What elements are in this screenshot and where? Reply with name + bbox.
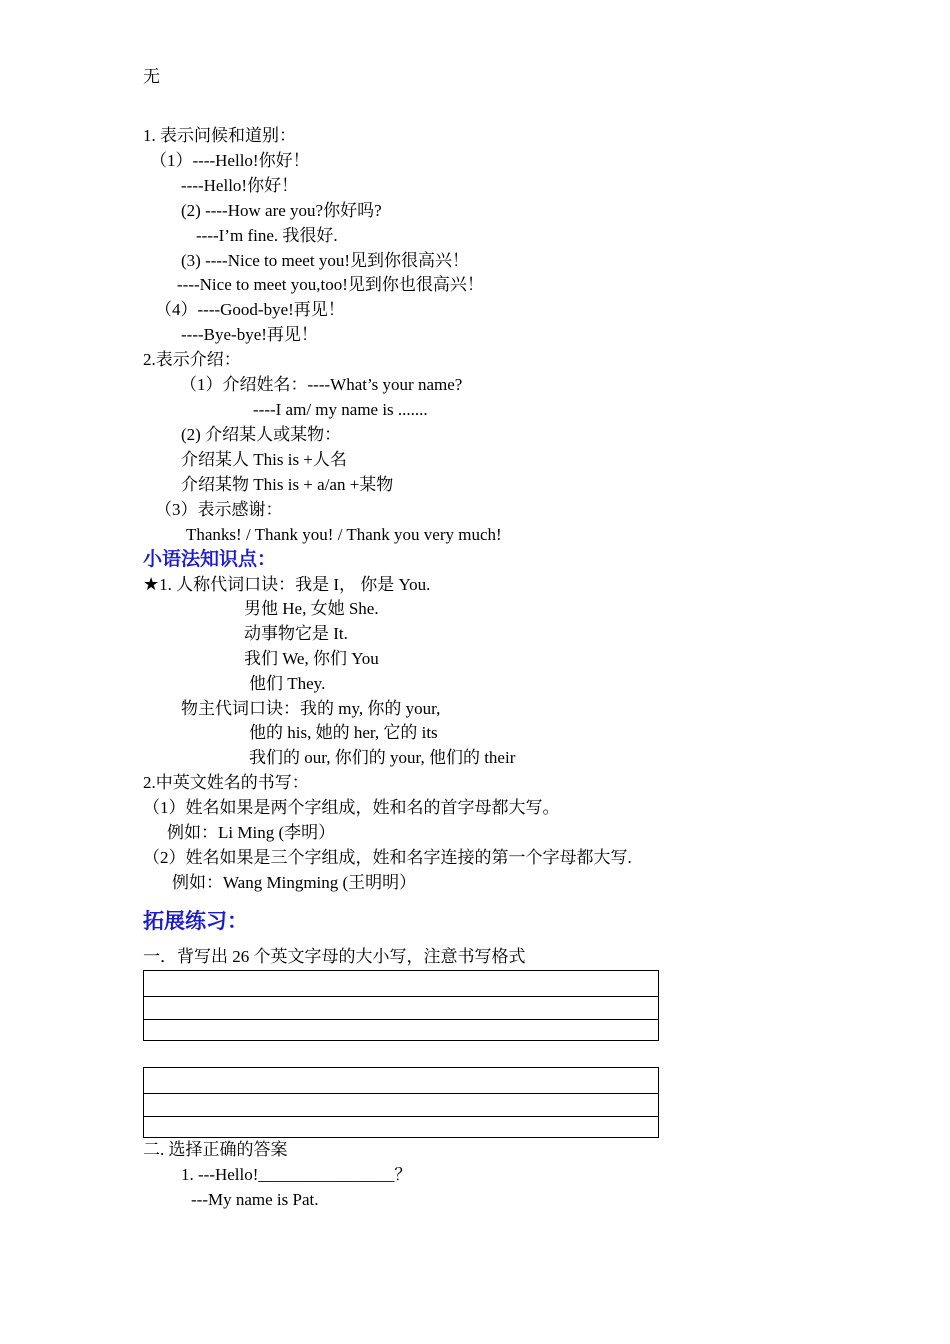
greeting-line-1: （1）----Hello!你好！ [150, 151, 310, 170]
greeting-line-6: ----Nice to meet you,too!见到你也很高兴！ [177, 275, 484, 294]
writing-box-2[interactable] [143, 1067, 659, 1138]
intro-line-3: (2) 介绍某人或某物： [181, 425, 342, 444]
writing-line[interactable] [144, 997, 658, 1020]
grammar-point-1 [143, 574, 430, 596]
writing-line[interactable] [144, 1068, 658, 1094]
greeting-line-3: (2) ----How are you?你好吗? [181, 201, 382, 220]
section-1-title: 1. 表示问候和道别： [143, 126, 296, 145]
name-example-2: 例如：Wang Mingming (王明明） [172, 873, 417, 892]
star-icon: ★ [143, 574, 160, 595]
possessive-line-1: 物主代词口诀：我的 my, 你的 your, [181, 699, 441, 718]
greeting-line-7: （4）----Good-bye!再见！ [155, 300, 345, 319]
pronoun-line-3: 动事物它是 It. [244, 624, 348, 643]
name-rule-2: （2）姓名如果是三个字组成，姓和名字连接的第一个字母都大写. [143, 848, 632, 867]
intro-line-1: （1）介绍姓名：----What’s your name? [180, 375, 463, 394]
intro-line-6: （3）表示感谢： [155, 500, 283, 519]
intro-line-2: ----I am/ my name is ....... [253, 400, 428, 419]
possessive-line-2: 他的 his, 她的 her, 它的 its [249, 723, 438, 742]
writing-line[interactable] [144, 1020, 658, 1041]
greeting-line-5: (3) ----Nice to meet you!见到你很高兴！ [181, 251, 469, 270]
practice-heading: 拓展练习： [143, 909, 248, 933]
name-example-1: 例如：Li Ming (李明） [167, 823, 336, 842]
intro-line-4: 介绍某人 This is +人名 [181, 450, 347, 469]
name-rule-title: 2.中英文姓名的书写： [143, 773, 309, 792]
name-rule-1: （1）姓名如果是两个字组成，姓和名的首字母都大写。 [143, 798, 560, 817]
greeting-line-2: ----Hello!你好！ [181, 176, 299, 195]
greeting-line-4: ----I’m fine. 我很好. [196, 226, 338, 245]
intro-line-7: Thanks! / Thank you! / Thank you very much! [186, 525, 502, 544]
practice-question-2: 二. 选择正确的答案 [143, 1140, 288, 1159]
intro-line-5: 介绍某物 This is + a/an +某物 [181, 475, 394, 494]
practice-question-1: 一．背写出 26 个英文字母的大小写，注意书写格式 [143, 947, 526, 966]
writing-line[interactable] [144, 1094, 658, 1117]
grammar-heading: 小语法知识点： [143, 548, 277, 570]
grammar-point-1-text: 1. 人称代词口诀：我是 I， 你是 You. [159, 575, 431, 594]
section-2-title: 2.表示介绍： [143, 350, 241, 369]
writing-box-1[interactable] [143, 970, 659, 1041]
possessive-line-3: 我们的 our, 你们的 your, 他们的 their [249, 748, 516, 767]
pronoun-line-5: 他们 They. [249, 674, 326, 693]
practice-item-1-answer: ---My name is Pat. [191, 1190, 319, 1209]
writing-line[interactable] [144, 971, 658, 997]
top-note: 无 [143, 67, 160, 86]
practice-item-1: 1. ---Hello!________________？ [181, 1165, 412, 1184]
writing-line[interactable] [144, 1117, 658, 1138]
pronoun-line-2: 男他 He, 女她 She. [244, 599, 379, 618]
pronoun-line-4: 我们 We, 你们 You [244, 649, 379, 668]
greeting-line-8: ----Bye-bye!再见！ [181, 325, 318, 344]
